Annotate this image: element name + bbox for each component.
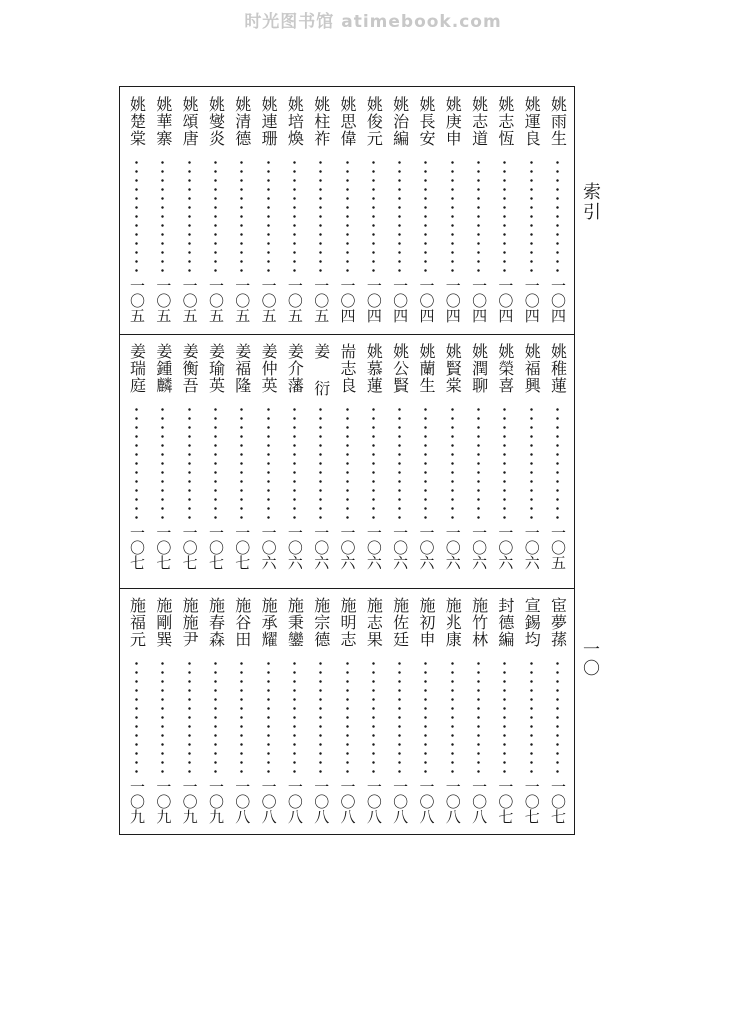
entry-name: 姚賢棠: [443, 343, 463, 394]
entry-page: 一〇六: [496, 525, 515, 570]
index-entry: [492, 343, 517, 570]
entry-name: 姚俊元: [364, 96, 384, 147]
entry-page: 一〇五: [312, 278, 331, 323]
leader-dots: [214, 405, 217, 525]
entry-page: 一〇八: [233, 779, 252, 824]
leader-dots: [451, 659, 454, 779]
entry-page: 一〇七: [233, 525, 252, 570]
entry-name: 施春森: [206, 597, 226, 648]
index-entry: [387, 96, 412, 323]
entry-page: 一〇七: [180, 525, 199, 570]
index-entry: [440, 343, 465, 570]
entry-name: 宦夢蓀: [548, 597, 568, 648]
watermark: 时光图书馆 atimebook.com: [244, 12, 502, 32]
leader-dots: [240, 405, 243, 525]
index-entry: [466, 597, 491, 824]
row-divider: [119, 588, 575, 589]
entry-name: 姚慕蓮: [364, 343, 384, 394]
entry-page: 一〇四: [496, 278, 515, 323]
entry-list: [122, 343, 572, 570]
entry-page: 一〇七: [206, 525, 225, 570]
entry-page: 一〇八: [443, 779, 462, 824]
leader-dots: [424, 405, 427, 525]
index-entry: [256, 597, 281, 824]
leader-dots: [398, 659, 401, 779]
leader-dots: [530, 659, 533, 779]
entry-name: 姚志恆: [495, 96, 515, 147]
leader-dots: [214, 158, 217, 278]
leader-dots: [240, 158, 243, 278]
entry-name: 姚蘭生: [416, 343, 436, 394]
leader-dots: [319, 405, 322, 525]
entry-page: 一〇四: [417, 278, 436, 323]
index-entry: [150, 96, 175, 323]
entry-name: 姜介藩: [285, 343, 305, 394]
index-entry: [124, 343, 149, 570]
leader-dots: [398, 405, 401, 525]
entry-page: 一〇八: [285, 779, 304, 824]
entry-name: 施承耀: [259, 597, 279, 648]
index-entry: [413, 597, 438, 824]
entry-name: 姚燮炎: [206, 96, 226, 147]
entry-page: 一〇六: [285, 525, 304, 570]
entry-name: 姚思偉: [338, 96, 357, 147]
index-entry: [124, 96, 149, 323]
leader-dots: [451, 158, 454, 278]
leader-dots: [319, 659, 322, 779]
entry-page: 一〇九: [206, 779, 225, 824]
index-entry: [519, 597, 544, 824]
index-entry: [229, 597, 254, 824]
entry-list: [122, 597, 572, 824]
entry-name: 施明志: [338, 597, 357, 648]
index-entry: [308, 343, 333, 570]
index-entry: [282, 597, 307, 824]
entry-page: 一〇六: [522, 525, 541, 570]
index-entry: [413, 96, 438, 323]
index-entry: [177, 343, 202, 570]
entry-page: 一〇六: [417, 525, 436, 570]
index-entry: [282, 343, 307, 570]
entry-name: 姚培煥: [285, 96, 305, 147]
entry-name: 姜瑜英: [206, 343, 226, 394]
entry-name: 耑志良: [338, 343, 357, 394]
entry-page: 一〇六: [338, 525, 357, 570]
entry-name: 姜鍾麟: [153, 343, 173, 394]
leader-dots: [556, 659, 559, 779]
leader-dots: [503, 659, 506, 779]
index-entry: [440, 597, 465, 824]
index-entry: [361, 597, 386, 824]
index-entry: [335, 96, 360, 323]
entry-name: 施初申: [416, 597, 436, 648]
entry-page: 一〇八: [312, 779, 331, 824]
leader-dots: [477, 659, 480, 779]
leader-dots: [398, 158, 401, 278]
index-entry: [124, 597, 149, 824]
index-row-1: [122, 96, 572, 323]
entry-name: 姚頌唐: [180, 96, 200, 147]
entry-page: 一〇五: [285, 278, 304, 323]
entry-page: 一〇七: [496, 779, 515, 824]
entry-name: 施兆康: [443, 597, 463, 648]
entry-name: 施佐廷: [390, 597, 410, 648]
entry-page: 一〇五: [128, 278, 146, 323]
entry-name: 施施尹: [180, 597, 200, 648]
index-entry: [519, 96, 544, 323]
entry-page: 一〇四: [549, 278, 567, 323]
index-entry: [150, 597, 175, 824]
entry-name: 姚稚蓮: [548, 343, 568, 394]
index-entry: [545, 597, 570, 824]
index-entry: [387, 597, 412, 824]
index-entry: [492, 597, 517, 824]
leader-dots: [188, 405, 191, 525]
entry-page: 一〇八: [470, 779, 489, 824]
entry-page: 一〇五: [233, 278, 252, 323]
leader-dots: [267, 405, 270, 525]
leader-dots: [135, 405, 138, 525]
entry-name: 姜福隆: [232, 343, 252, 394]
index-entry: [440, 96, 465, 323]
entry-page: 一〇七: [549, 779, 567, 824]
index-entry: [413, 343, 438, 570]
entry-page: 一〇五: [259, 278, 278, 323]
entry-name: 姚庚申: [443, 96, 463, 147]
index-entry: [256, 343, 281, 570]
leader-dots: [372, 405, 375, 525]
index-entry: [361, 96, 386, 323]
index-entry: [203, 343, 228, 570]
entry-name: 姚治編: [390, 96, 410, 147]
entry-name: 姜 衍: [311, 343, 331, 397]
index-entry: [361, 343, 386, 570]
entry-name: 姚清德: [232, 96, 252, 147]
leader-dots: [372, 659, 375, 779]
entry-name: 施秉鑾: [285, 597, 305, 648]
leader-dots: [346, 405, 349, 525]
entry-page: 一〇七: [522, 779, 541, 824]
entry-name: 封德編: [495, 597, 515, 648]
index-entry: [545, 343, 570, 570]
leader-dots: [503, 405, 506, 525]
leader-dots: [135, 659, 138, 779]
index-entry: [150, 343, 175, 570]
entry-name: 姚柱祚: [311, 96, 331, 147]
leader-dots: [451, 405, 454, 525]
leader-dots: [346, 158, 349, 278]
index-entry: [387, 343, 412, 570]
entry-name: 施福元: [127, 597, 147, 648]
index-entry: [229, 343, 254, 570]
entry-name: 姚華寨: [153, 96, 173, 147]
index-entry: [519, 343, 544, 570]
entry-page: 一〇七: [128, 525, 146, 570]
index-row-3: [122, 597, 572, 824]
entry-name: 姜衡吾: [180, 343, 200, 394]
entry-name: 姜仲英: [259, 343, 279, 394]
entry-name: 姚雨生: [548, 96, 568, 147]
index-entry: [466, 343, 491, 570]
index-entry: [177, 96, 202, 323]
leader-dots: [477, 405, 480, 525]
leader-dots: [424, 158, 427, 278]
leader-dots: [293, 659, 296, 779]
entry-name: 姜瑞庭: [127, 343, 147, 394]
leader-dots: [556, 158, 559, 278]
leader-dots: [346, 659, 349, 779]
leader-dots: [161, 405, 164, 525]
leader-dots: [319, 158, 322, 278]
entry-page: 一〇四: [391, 278, 410, 323]
entry-page: 一〇九: [180, 779, 199, 824]
index-entry: [335, 597, 360, 824]
leader-dots: [293, 158, 296, 278]
entry-name: 施竹林: [469, 597, 489, 648]
entry-page: 一〇五: [154, 278, 173, 323]
leader-dots: [530, 158, 533, 278]
entry-page: 一〇八: [364, 779, 383, 824]
entry-list: [122, 96, 572, 323]
leader-dots: [372, 158, 375, 278]
leader-dots: [161, 659, 164, 779]
entry-page: 一〇六: [259, 525, 278, 570]
leader-dots: [188, 659, 191, 779]
entry-name: 姚公賢: [390, 343, 410, 394]
leader-dots: [424, 659, 427, 779]
leader-dots: [293, 405, 296, 525]
entry-name: 施宗德: [311, 597, 331, 648]
index-entry: [545, 96, 570, 323]
entry-page: 一〇六: [391, 525, 410, 570]
entry-page: 一〇七: [154, 525, 173, 570]
entry-page: 一〇八: [417, 779, 436, 824]
entry-page: 一〇五: [206, 278, 225, 323]
entry-name: 姚潤聊: [469, 343, 489, 394]
entry-name: 姚志道: [469, 96, 489, 147]
leader-dots: [530, 405, 533, 525]
entry-page: 一〇九: [154, 779, 173, 824]
leader-dots: [556, 405, 559, 525]
index-entry: [203, 96, 228, 323]
leader-dots: [188, 158, 191, 278]
entry-page: 一〇四: [443, 278, 462, 323]
entry-name: 姚長安: [416, 96, 436, 147]
page-number: 一〇: [579, 640, 599, 678]
index-row-2: [122, 343, 572, 570]
entry-name: 姚連珊: [259, 96, 279, 147]
leader-dots: [267, 659, 270, 779]
entry-name: 姚運良: [522, 96, 542, 147]
entry-name: 姚楚棠: [127, 96, 147, 147]
index-entry: [308, 597, 333, 824]
entry-name: 宣錫均: [522, 597, 542, 648]
entry-page: 一〇四: [522, 278, 541, 323]
index-entry: [229, 96, 254, 323]
section-label: 索引: [580, 182, 601, 222]
leader-dots: [503, 158, 506, 278]
index-entry: [256, 96, 281, 323]
leader-dots: [267, 158, 270, 278]
entry-page: 一〇六: [443, 525, 462, 570]
entry-page: 一〇八: [259, 779, 278, 824]
leader-dots: [240, 659, 243, 779]
entry-name: 施剛巽: [153, 597, 173, 648]
index-entry: [282, 96, 307, 323]
entry-name: 姚福興: [522, 343, 542, 394]
leader-dots: [214, 659, 217, 779]
entry-name: 施志果: [364, 597, 384, 648]
leader-dots: [477, 158, 480, 278]
entry-page: 一〇五: [549, 525, 567, 570]
index-entry: [492, 96, 517, 323]
entry-page: 一〇四: [364, 278, 383, 323]
row-divider: [119, 334, 575, 335]
entry-page: 一〇五: [180, 278, 199, 323]
entry-page: 一〇九: [128, 779, 146, 824]
index-entry: [203, 597, 228, 824]
index-entry: [308, 96, 333, 323]
leader-dots: [135, 158, 138, 278]
entry-page: 一〇八: [391, 779, 410, 824]
entry-page: 一〇六: [470, 525, 489, 570]
leader-dots: [161, 158, 164, 278]
entry-page: 一〇六: [312, 525, 331, 570]
index-entry: [466, 96, 491, 323]
entry-page: 一〇四: [338, 278, 357, 323]
entry-page: 一〇六: [364, 525, 383, 570]
entry-page: 一〇四: [470, 278, 489, 323]
entry-page: 一〇八: [338, 779, 357, 824]
entry-name: 施谷田: [232, 597, 252, 648]
index-entry: [177, 597, 202, 824]
index-entry: [335, 343, 360, 570]
entry-name: 姚榮喜: [495, 343, 515, 394]
